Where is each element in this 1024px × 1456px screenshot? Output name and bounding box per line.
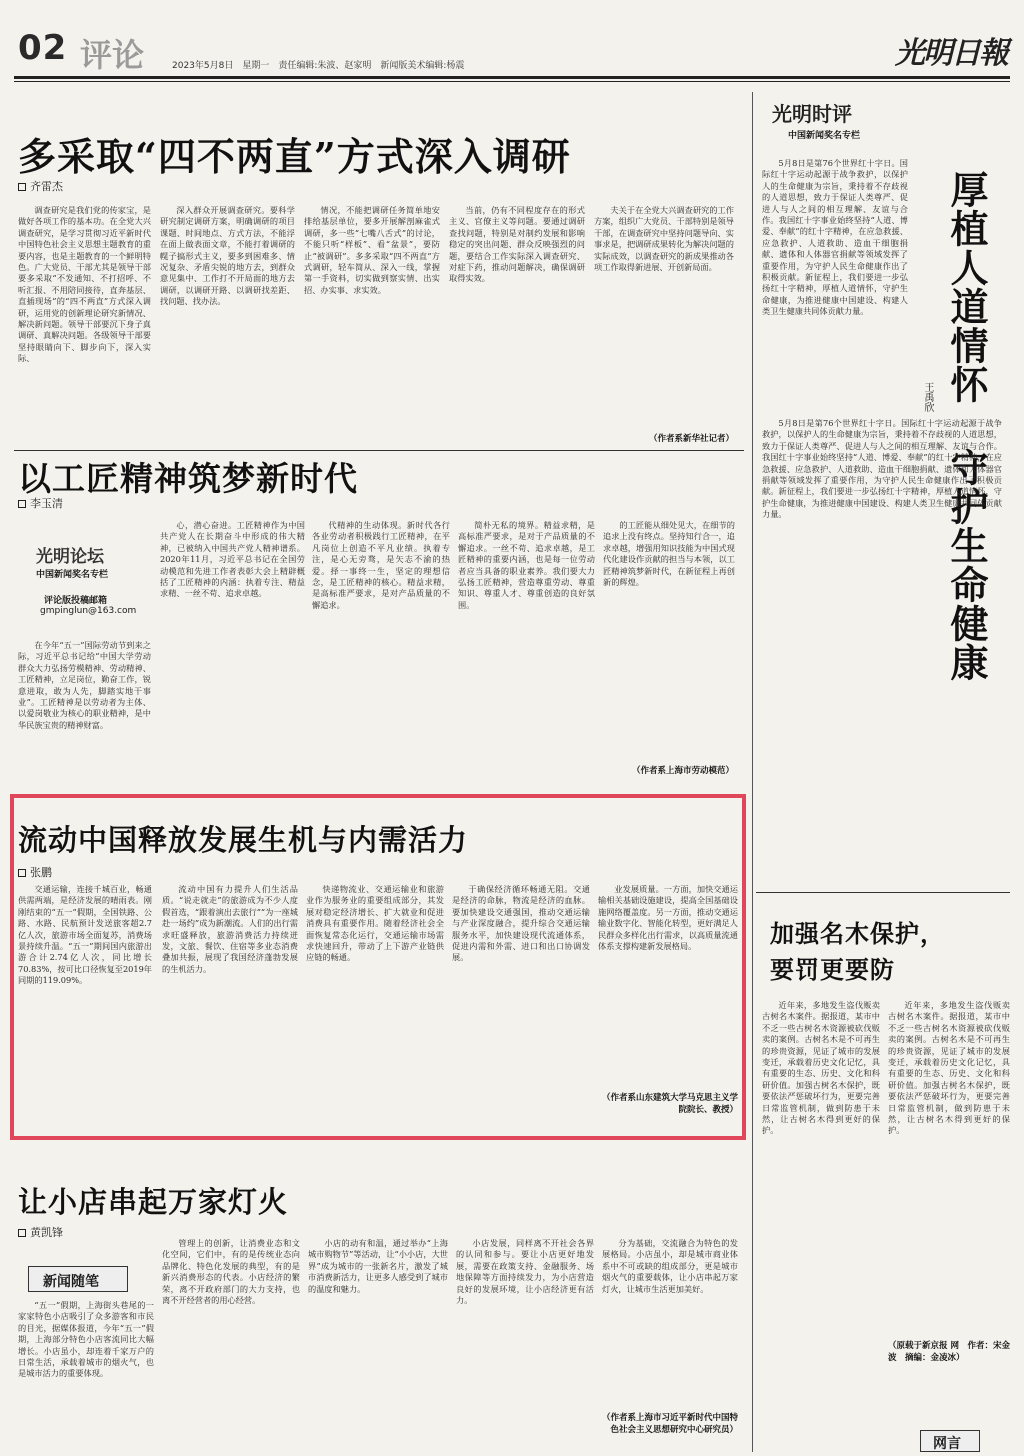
news-essay-tag: 新闻随笔 [28, 1266, 128, 1292]
forum-mail-label: 评论版投稿邮箱 [44, 596, 108, 606]
article2-column-1: 在今年“五一”国际劳动节到来之际，习近平总书记给“中国大学劳动群众大力弘扬劳模精神、劳动精神、工匠精神，立足岗位，勤奋工作，锐意进取，敢为人先，脚踏实地干事业”。工匠精神是以劳动者为主体、以爱岗敬业为核心的职业精神，是中华民族宝贵的精神财富。 [18, 640, 151, 730]
section-title: 评论 [80, 36, 145, 74]
divider-1 [14, 450, 744, 451]
sidebar1-title-b: 守护生命健康 [944, 448, 989, 682]
article4-column-4: 小店发展，同样离不开社会各界的认同和参与。要让小店更好地发展，需要在政策支持、金融服务、场地保障等方面持续发力，为小店营造良好的发展环境，让小店经济更有活力。 [456, 1238, 594, 1306]
article3-signature: （作者系山东建筑大学马克思主义学院院长、教授） [601, 1093, 738, 1115]
byline-square-icon [18, 500, 26, 508]
article2-column-4: 简朴无私的境界。精益求精，是高标准严要求，是对于产品质量的不懈追求。一丝不苟、追求卓越，是工匠精神的重要内涵，也是每一位劳动者应当具备的职业素养。我们要大力弘扬工匠精神，营造尊重劳动、尊重知识、尊重人才、尊重创造的良好氛围。 [458, 520, 595, 610]
article1-column-1: 调查研究是我们党的传家宝，是做好各项工作的基本功。在全党大兴调查研究，是学习贯彻习近平新时代中国特色社会主义思想主题教育的重要内容，也是主题教育的一个鲜明特色。广大党员、干部尤其是领导干部要多采取“不发通知、不打招呼、不听汇报、不用陪同接待，直奔基层、直插现场”的“四不两直”方式深入调研，运用党的创新理论研究新情况、解决新问题。领导干部要沉下身子真调研、真解决问题。各级领导干部要坚持眼睛向下、脚步向下，深入实际、 [18, 205, 151, 364]
sidebar2-signature: （原载于新京报 网 作者：宋金波 摘编：金凌冰） [888, 1341, 1010, 1363]
newspaper-logo: 光明日報 [895, 36, 1007, 71]
forum-title: 光明论坛 [36, 547, 104, 567]
page-number: 02 [18, 28, 68, 68]
byline-square-icon [18, 869, 26, 877]
sidebar1-column-top: 5月8日是第76个世界红十字日。国际红十字运动起源于战争救护，以保护人的生命健康为宗旨，秉持着不存歧视的人道思想，致力于保证人类尊严、促进人与人之间的相互理解、友谊与合作。我国红十字事业始终坚持“人道、博爱、奉献”的红十字精神，在应急救援、应急救护、人道救助、造血干细胞捐献、遗体和人体器官捐献等领域发挥了重要作用，为守护人民生命健康作出了积极贡献。新征程上，我们要进一步弘扬红十字精神，厚植人道情怀，守护生命健康，为推进健康中国建设、构建人类卫生健康共同体贡献力量。 [762, 158, 908, 317]
article3-column-2: 流动中国有力提升人们生活品质。“说走就走”的旅游成为不少人度假首选，“跟着演出去旅行”“为一座城赴一场约”成为新潮流。人们的出行需求旺盛释放，旅游消费活力持续迸发，文旅、餐饮、住宿等多业态消费叠加共振，展现了我国经济蓬勃发展的生机活力。 [162, 884, 298, 974]
article2-column-3: 代精神的生动体现。新时代各行各业劳动者积极践行工匠精神，在平凡岗位上创造不平凡业绩。执着专注，是心无旁骛，是矢志不渝的热爱。择一事终一生，坚定的理想信念，是工匠精神的核心。精益求精，是高标准严要求，是对产品质量的不懈追求。 [312, 520, 450, 610]
sidebar2-column-1: 近年来，多地发生盗伐贩卖古树名木案件。据报道，某市中不乏一些古树名木资源被砍伐贩卖的案例。古树名木是不可再生的珍贵资源，见证了城市的发展变迁，承载着历史文化记忆，具有重要的生态、历史、文化和科研价值。加强古树名木保护，既要依法严惩破坏行为，更要完善日常监管机制，做到防患于未然，让古树名木得到更好的保护。 [762, 1000, 880, 1136]
article4-column-2: 管理上的创新，让消费业态和文化空间，它们中，有的是传统业态向品牌化、特色化发展的典型，有的是新兴消费形态的代表。小店经济的繁荣，离不开政府部门的大力支持，也离不开经营者的用心经营。 [162, 1238, 300, 1306]
masthead-rule [14, 76, 1010, 79]
article3-column-5: 业发展质量。一方面，加快交通运输相关基础设施建设，提高全国基础设施网络覆盖度。另一方面，推动交通运输业数字化、智能化转型，更好满足人民群众多样化出行需求，以高质量流通体系支撑构建新发展格局。 [598, 884, 738, 952]
article4-byline: 黄凯锋 [18, 1224, 63, 1240]
article1-column-2: 深入群众开展调查研究。要科学研究制定调研方案，明确调研的项目课题、时间地点、方式方法，不能浮在面上做表面文章，不能打着调研的幌子搞形式主义，要多到困难多、情况复杂、矛盾尖锐的地方去，到群众意见集中、工作打不开局面的地方去调研，以调研开路、以调研找差距、找问题、找办法。 [160, 205, 295, 307]
article4-signature: （作者系上海市习近平新时代中国特色社会主义思想研究中心研究员） [602, 1413, 739, 1435]
masthead-rule-thin [14, 81, 1010, 82]
article2-signature: （作者系上海市劳动模范） [631, 766, 734, 776]
article4-column-3: 小店的动有和温，通过举办“上海城市购物节”等活动，让“小小店，大世界”成为城市的一张新名片，激发了城市消费新活力，让更多人感受到了城市的温度和魅力。 [308, 1238, 448, 1294]
article1-column-5: 夫关于在全党大兴调查研究的工作方案，组织广大党员、干部特别是领导干部，在调查研究中坚持问题导向、实事求是，把调研成果转化为解决问题的实际成效，以调查研究的新成果推动各项工作取得新进展、开创新局面。 [594, 205, 734, 273]
byline-square-icon [18, 1229, 26, 1237]
article3-title: 流动中国释放发展生机与内需活力 [18, 823, 469, 857]
sidebar2-title-a: 加强名木保护， [770, 919, 945, 948]
forum-email-link[interactable]: gmpinglun@163.com [40, 606, 137, 616]
sidebar1-label: 光明时评 [772, 102, 852, 126]
article3-byline: 张鹏 [18, 864, 52, 880]
sidebar1-title-a: 厚植人道情怀 [944, 170, 989, 404]
article2-title: 以工匠精神筑梦新时代 [18, 459, 358, 498]
article4-column-1: “五一”假期，上海街头巷尾的一家家特色小店吸引了众多游客和市民的目光，据媒体报道，今年“五一”假期，上海部分特色小店客流同比大幅增长。小店虽小，却连着千家万户的日常生活，承载着城市的烟火气，也是城市活力的重要体现。 [18, 1300, 154, 1379]
forum-box [22, 540, 142, 628]
article4-title: 让小店串起万家灯火 [18, 1185, 289, 1219]
article2-column-5: 的工匠能从细处见大，在细节的追求上没有终点。坚持知行合一，追求卓越，增强用知识技能为中国式现代化建设作贡献的担当与本领，以工匠精神筑梦新时代，在新征程上再创新的辉煌。 [603, 520, 735, 588]
article1-column-3: 情况，不能把调研任务简单地安排给基层单位，要多开展解剖麻雀式调研，多一些“七嘴八舌式”的讨论，不能只听“样板”、看“盆景”，要防止“被调研”。多多采取“四不两直”方式调研，轻车简从、深入一线，掌握第一手资料，切实做到察实情、出实招、办实事、求实效。 [304, 205, 440, 295]
sidebar1-sublabel: 中国新闻奖名专栏 [788, 131, 861, 141]
article1-signature: （作者系新华社记者） [648, 434, 734, 444]
article2-byline: 李玉清 [18, 495, 63, 511]
byline-square-icon [18, 183, 26, 191]
article3-column-4: 于确保经济循环畅通无阻。交通是经济的命脉，物流是经济的血脉。要加快建设交通强国，推动交通运输与产业深度融合，提升综合交通运输服务水平，加快建设现代流通体系，促进内需和外需、进口和出口协调发展。 [452, 884, 590, 963]
sidebar2-title-b: 要罚更要防 [770, 955, 895, 984]
sidebar1-author: 王禹欣 [922, 382, 933, 412]
article1-title: 多采取“四不两直”方式深入调研 [18, 134, 571, 179]
article3-column-1: 交通运输，连接千城百业，畅通供需两端，是经济发展的晴雨表。刚刚结束的“五一”假期，全国铁路、公路、水路、民航预计发送旅客超2.7亿人次，旅游市场全面复苏，消费场景持续升温。“五一”期间国内旅游出游合计2.74亿人次，同比增长70.83%，按可比口径恢复至2019年同期的119.09%。 [18, 884, 152, 986]
article4-column-5: 分为基础，交流融合为特色的发展格局。小店虽小，却是城市商业体系中不可或缺的组成部分，更是城市烟火气的重要载体，让小店串起万家灯火，让城市生活更加美好。 [602, 1238, 738, 1294]
article2-column-2: 心，潜心奋进。工匠精神作为中国共产党人在长期奋斗中形成的伟大精神，已被纳入中国共产党人精神谱系。2020年11月，习近平总书记在全国劳动模范和先进工作者表彰大会上精辟概括了工匠精神的内涵：执着专注、精益求精、一丝不苟、追求卓越。 [160, 520, 305, 599]
forum-subtitle: 中国新闻奖名专栏 [36, 570, 109, 580]
net-comment-tag: 网言 [920, 1430, 980, 1452]
article3-column-3: 快递物流业、交通运输业和旅游业作为服务业的重要组成部分，其发展对稳定经济增长、扩大就业和促进消费具有重要作用。随着经济社会全面恢复常态化运行，交通运输市场需求快速回升，带动了上下游产业链供应链的畅通。 [306, 884, 444, 963]
sidebar2-column-2: 近年来，多地发生盗伐贩卖古树名木案件。据报道，某市中不乏一些古树名木资源被砍伐贩卖的案例。古树名木是不可再生的珍贵资源，见证了城市的发展变迁，承载着历史文化记忆，具有重要的生态、历史、文化和科研价值。加强古树名木保护，既要依法严惩破坏行为，更要完善日常监管机制，做到防患于未然，让古树名木得到更好的保护。 [888, 1000, 1010, 1136]
divider-sidebar [756, 892, 1010, 893]
article1-byline: 齐雷杰 [18, 178, 63, 194]
sidebar1-column-main: 5月8日是第76个世界红十字日。国际红十字运动起源于战争救护，以保护人的生命健康为宗旨，秉持着不存歧视的人道思想，致力于保证人类尊严、促进人与人之间的相互理解、友谊与合作。我国红十字事业始终坚持“人道、博爱、奉献”的红十字精神，在应急救援、应急救护、人道救助、造血干细胞捐献、遗体和人体器官捐献等领域发挥了重要作用，为守护人民生命健康作出了积极贡献。新征程上，我们要进一步弘扬红十字精神，厚植人道情怀，守护生命健康，为推进健康中国建设、构建人类卫生健康共同体贡献力量。 [762, 418, 1002, 520]
sidebar-divider [752, 92, 753, 1452]
issue-meta: 2023年5月8日 星期一 责任编辑:朱波、赵家明 新闻版美术编辑:杨震 [172, 61, 465, 71]
article1-column-4: 当前，仍有不同程度存在的形式主义、官僚主义等问题。要通过调研查找问题，特别是对制约发展和影响稳定的突出问题、群众反映强烈的问题，要结合工作实际深入调查研究、对症下药，推动问题解决，确保调研取得实效。 [449, 205, 585, 284]
